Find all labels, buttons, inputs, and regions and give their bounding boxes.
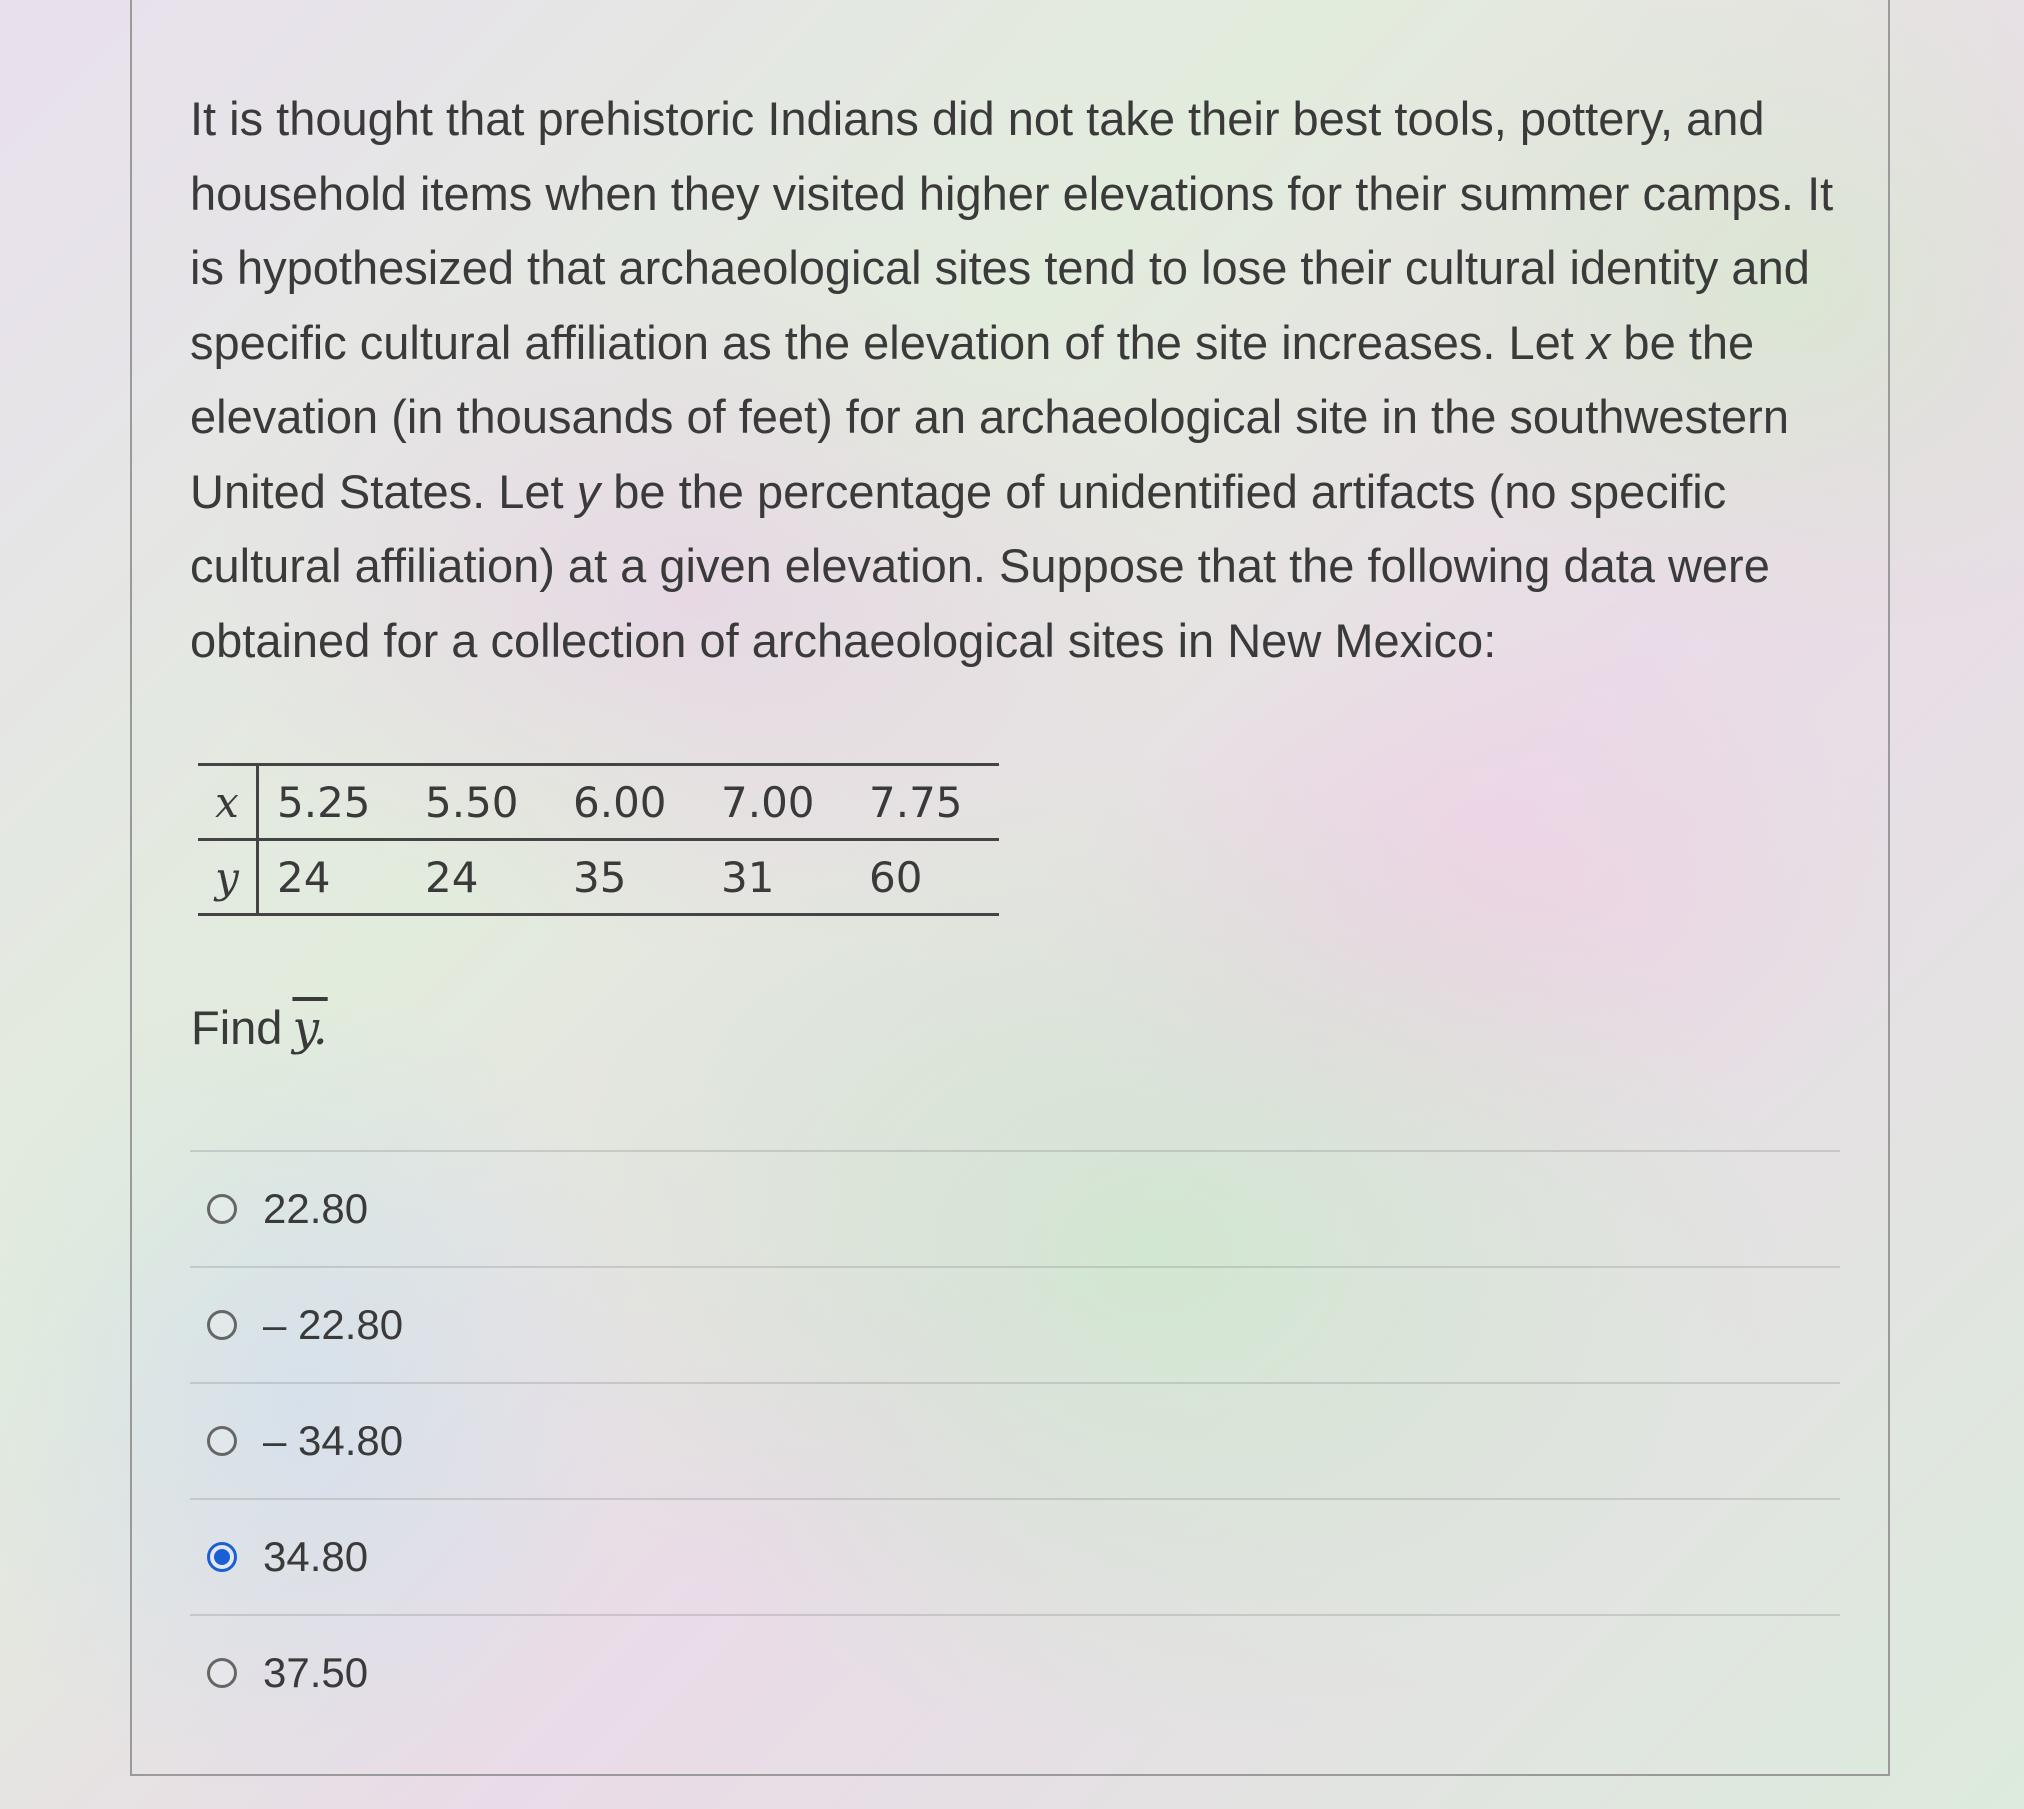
answer-options	[190, 1150, 1840, 1730]
option-label: – 34.80	[263, 1417, 404, 1464]
x-value-cell: 5.50	[407, 765, 555, 840]
x-value-cell: 6.00	[555, 765, 703, 840]
x-value-cell: 5.25	[258, 765, 408, 840]
answer-option[interactable]	[190, 1150, 1840, 1266]
variable-x: x	[1586, 315, 1611, 369]
radio-button[interactable]	[207, 1310, 237, 1340]
option-label: 22.80	[263, 1185, 369, 1232]
data-table	[198, 763, 999, 916]
y-value-cell: 24	[258, 840, 408, 915]
row-header-x: x	[198, 765, 258, 840]
y-value-cell: 35	[555, 840, 703, 915]
question-sentence-2: It is hypothesized that archaeological sites tend to lose their cultural identity and specific cultural affiliation as the elevation of the site increases.	[190, 166, 1834, 369]
option-label: 34.80	[263, 1533, 369, 1580]
answer-option[interactable]	[190, 1266, 1840, 1382]
radio-button[interactable]	[207, 1426, 237, 1456]
y-value-cell: 31	[703, 840, 851, 915]
radio-button-selected[interactable]	[207, 1542, 237, 1572]
y-bar-symbol: y.	[292, 1001, 328, 1056]
question-sentence-3a: Let	[1508, 315, 1587, 369]
radio-button[interactable]	[207, 1194, 237, 1224]
y-value-cell: 24	[407, 840, 555, 915]
x-value-cell: 7.00	[703, 765, 851, 840]
question-sentence-3c: be the percentage of unidentified artifacts (no specific cultural affiliation) at a given elevation. Suppose that the following data were obtained for a collection of archaeological sites in New Mexico:	[190, 464, 1770, 667]
answer-option-selected[interactable]	[190, 1498, 1840, 1614]
question-sentence-3b: be the elevation (in thousands of feet) for an archaeological site in the southwestern United States. Let	[190, 315, 1789, 518]
radio-button[interactable]	[207, 1658, 237, 1688]
table-row-y	[198, 840, 999, 915]
answer-option[interactable]	[190, 1382, 1840, 1498]
prompt	[191, 1000, 328, 1056]
question-text	[190, 82, 1870, 678]
answer-option[interactable]	[190, 1614, 1840, 1730]
row-header-y: y	[198, 840, 258, 915]
question-sentence-1: It is thought that prehistoric Indians did not take their best tools, pottery, and household items when they visited higher elevations for their summer camps.	[190, 92, 1794, 220]
y-value-cell: 60	[851, 840, 999, 915]
option-label: – 22.80	[263, 1301, 404, 1348]
table-row-x	[198, 765, 999, 840]
option-label: 37.50	[263, 1649, 369, 1696]
x-value-cell: 7.75	[851, 765, 999, 840]
variable-y: y	[576, 464, 601, 518]
prompt-text: Find	[191, 1001, 283, 1054]
